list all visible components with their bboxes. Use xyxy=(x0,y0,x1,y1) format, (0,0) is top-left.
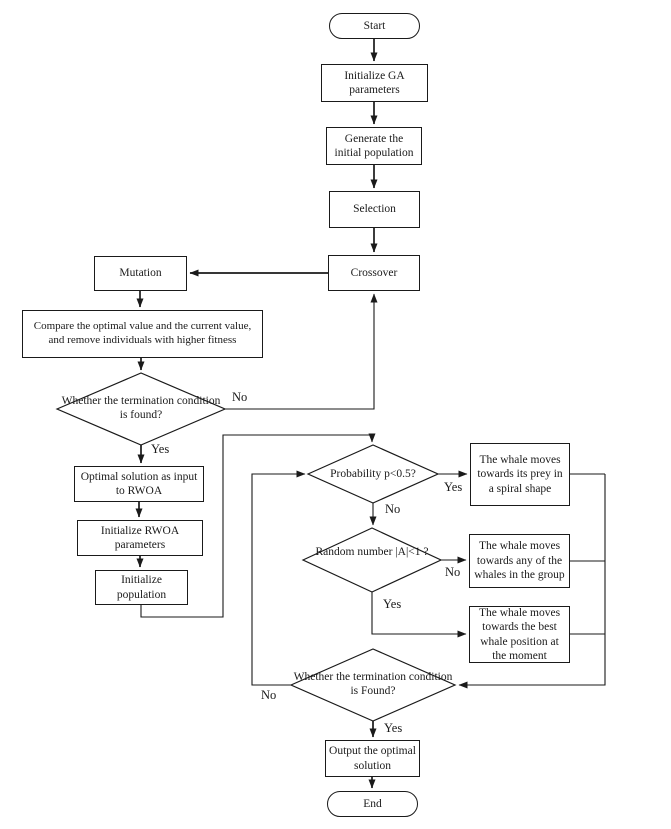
edge-label-random-no: No xyxy=(445,565,461,579)
random-number-decision-label: Random number |A|<1 ? xyxy=(315,546,429,558)
edge-label-termrwoa-yes: Yes xyxy=(384,721,403,735)
edge-label-prob-yes: Yes xyxy=(444,480,463,494)
edge-label-termga-no: No xyxy=(232,390,248,404)
crossover-box: Crossover xyxy=(328,255,420,291)
termination-ga-decision-label: Whether the termination condition is found? xyxy=(61,395,221,422)
output-optimal-solution-box: Output the optimal solution xyxy=(325,740,420,777)
whale-group-box: The whale moves towards any of the whales in the group xyxy=(469,534,570,588)
selection-box: Selection xyxy=(329,191,420,228)
end-terminal: End xyxy=(327,791,418,817)
probability-decision-label: Probability p<0.5? xyxy=(330,468,416,480)
edge-label-random-yes: Yes xyxy=(383,597,402,611)
termination-rwoa-decision-label: Whether the termination condition is Found? xyxy=(293,671,453,698)
edge-label-termga-yes: Yes xyxy=(151,442,170,456)
random-number-diamond xyxy=(303,528,441,592)
start-terminal: Start xyxy=(329,13,420,39)
initialize-population-box: Initialize population xyxy=(95,570,188,605)
edge-termrwoa-no-to-prob xyxy=(252,474,305,685)
initialize-rwoa-parameters-box: Initialize RWOA parameters xyxy=(77,520,203,556)
mutation-box: Mutation xyxy=(94,256,187,291)
whale-spiral-box: The whale moves towards its prey in a spiral shape xyxy=(470,443,570,506)
generate-initial-population-box: Generate the initial population xyxy=(326,127,422,165)
edge-label-prob-no: No xyxy=(385,502,401,516)
whale-best-position-box: The whale moves towards the best whale position at the moment xyxy=(469,606,570,663)
initialize-ga-parameters-box: Initialize GA parameters xyxy=(321,64,428,102)
optimal-solution-input-box: Optimal solution as input to RWOA xyxy=(74,466,204,502)
compare-fitness-box: Compare the optimal value and the current value, and remove individuals with higher fitness xyxy=(22,310,263,358)
edge-label-termrwoa-no: No xyxy=(261,688,277,702)
